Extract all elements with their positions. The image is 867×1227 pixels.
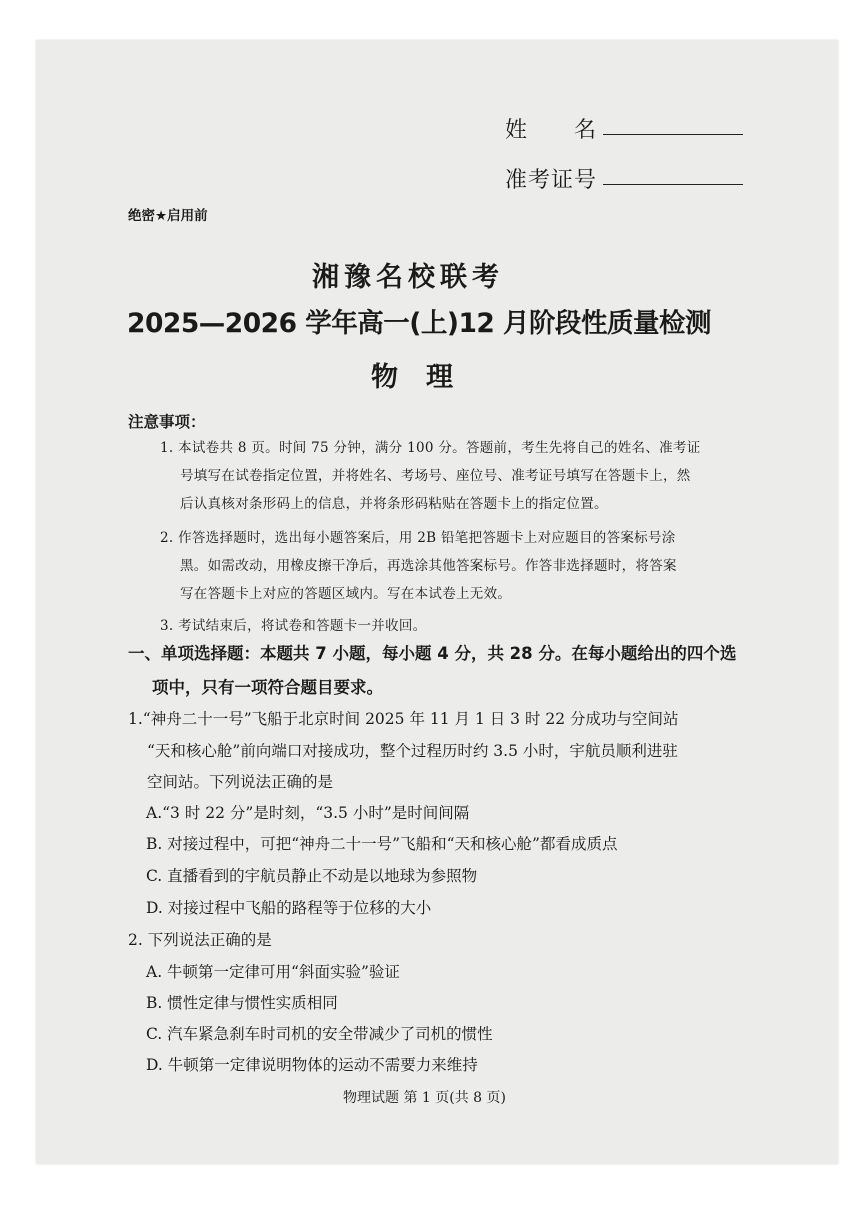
- question-1-option-c: C. 直播看到的宇航员静止不动是以地球为参照物: [146, 867, 478, 885]
- name-label: 姓 名: [505, 118, 598, 143]
- question-1-option-d: D. 对接过程中飞船的路程等于位移的大小: [146, 899, 432, 917]
- section-heading: 项中，只有一项符合题目要求。: [152, 678, 383, 697]
- notice-line: 写在答题卡上对应的答题区域内。写在本试卷上无效。: [180, 586, 512, 602]
- notice-line: 2. 作答选择题时，选出每小题答案后，用 2B 铅笔把答题卡上对应题目的答案标号涂: [160, 530, 676, 546]
- exam-subtitle: 2025—2026 学年高一(上)12 月阶段性质量检测: [127, 308, 712, 339]
- subject-title: 物理: [371, 362, 481, 393]
- question-2-stem: 2. 下列说法正确的是: [128, 931, 272, 949]
- question-2-option-c: C. 汽车紧急刹车时司机的安全带减少了司机的惯性: [146, 1025, 493, 1043]
- question-2-option-d: D. 牛顿第一定律说明物体的运动不需要力来维持: [146, 1056, 478, 1074]
- notice-line: 黑。如需改动，用橡皮擦干净后，再选涂其他答案标号。作答非选择题时，将答案: [180, 558, 677, 574]
- exam-title: 湘豫名校联考: [312, 262, 504, 293]
- exam-id-label: 准考证号: [505, 168, 598, 193]
- question-2-option-a: A. 牛顿第一定律可用“斜面实验”验证: [146, 963, 400, 981]
- secret-mark: 绝密★启用前: [128, 208, 208, 224]
- name-field[interactable]: [603, 112, 743, 135]
- notice-line: 1. 本试卷共 8 页。时间 75 分钟，满分 100 分。答题前，考生先将自己的姓名、准考证: [160, 440, 701, 456]
- section-heading: 一、单项选择题：本题共 7 小题，每小题 4 分，共 28 分。在每小题给出的四个选: [128, 644, 737, 663]
- question-1-stem: “天和核心舱”前向端口对接成功，整个过程历时约 3.5 小时，宇航员顺利进驻: [147, 742, 678, 760]
- exam-id-field[interactable]: [603, 162, 743, 185]
- notice-line: 3. 考试结束后，将试卷和答题卡一并收回。: [160, 618, 427, 634]
- notice-line: 号填写在试卷指定位置，并将姓名、考场号、座位号、准考证号填写在答题卡上，然: [180, 468, 691, 484]
- question-1-option-b: B. 对接过程中，可把“神舟二十一号”飞船和“天和核心舱”都看成质点: [146, 835, 618, 853]
- question-1-stem: 1.“神舟二十一号”飞船于北京时间 2025 年 11 月 1 日 3 时 22 分成功与空间站: [128, 710, 679, 728]
- question-2-option-b: B. 惯性定律与惯性实质相同: [146, 994, 338, 1012]
- notice-line: 后认真核对条形码上的信息，并将条形码粘贴在答题卡上的指定位置。: [180, 496, 608, 512]
- page-footer: 物理试题 第 1 页(共 8 页): [343, 1090, 506, 1106]
- question-1-option-a: A.“3 时 22 分”是时刻，“3.5 小时”是时间间隔: [146, 804, 470, 822]
- notice-heading: 注意事项：: [128, 413, 206, 431]
- question-1-stem: 空间站。下列说法正确的是: [147, 773, 334, 791]
